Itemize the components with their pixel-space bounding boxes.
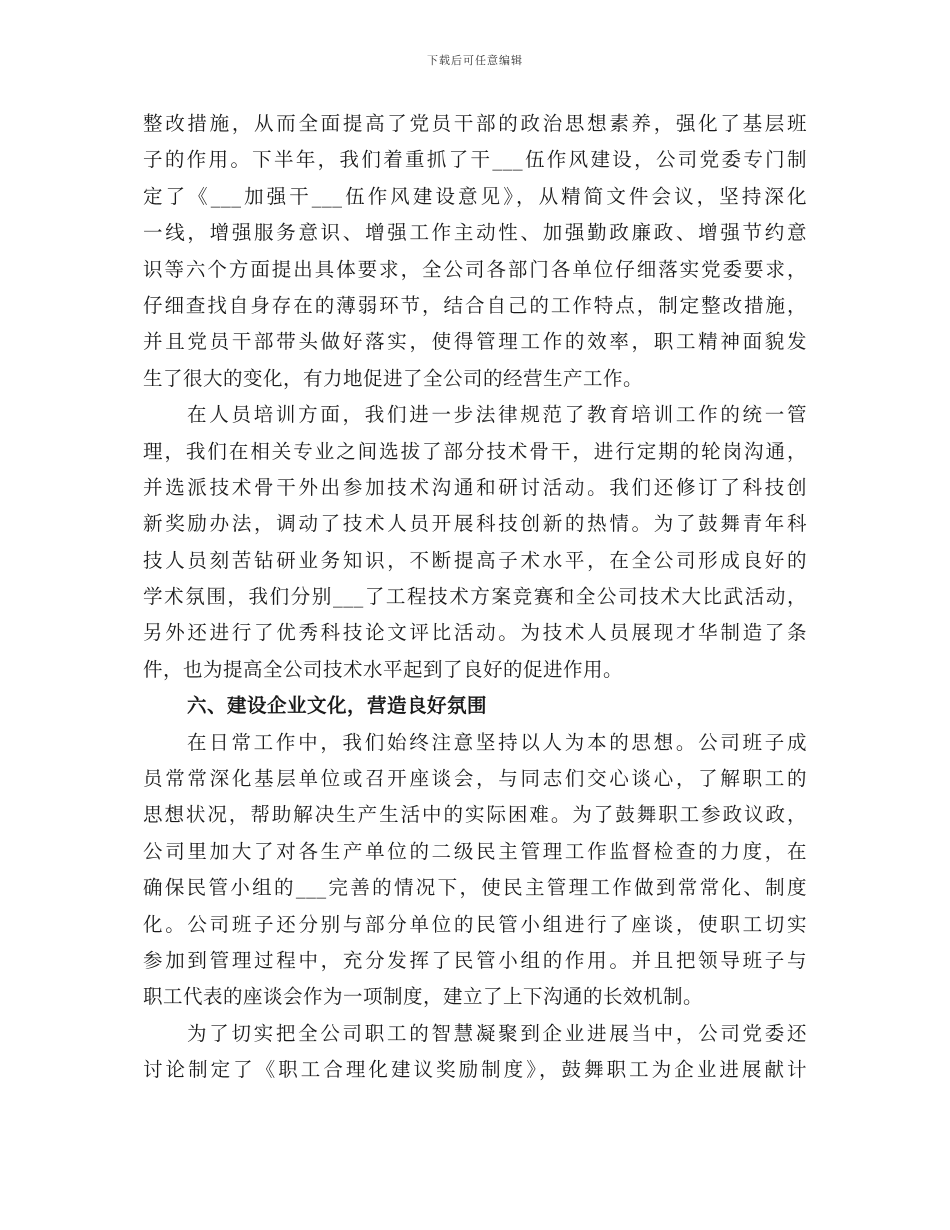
text-line: 学术氛围，我们分别___了工程技术方案竞赛和全公司技术大比武活动， <box>143 585 807 609</box>
text-line: 整改措施，从而全面提高了党员干部的政治思想素养，强化了基层班 <box>143 112 807 135</box>
text-line: 公司里加大了对各生产单位的二级民主管理工作监督检查的力度，在 <box>143 839 807 863</box>
text-line: 新奖励办法，调动了技术人员开展科技创新的热情。为了鼓舞青年科 <box>143 512 807 536</box>
text-line: 在日常工作中，我们始终注意坚持以人为本的思想。公司班子成 <box>187 730 807 754</box>
text-line: 理，我们在相关专业之间选拔了部分技术骨干，进行定期的轮岗沟通， <box>143 439 807 463</box>
text-line: 在人员培训方面，我们进一步法律规范了教育培训工作的统一管 <box>187 403 807 427</box>
text-line: 件，也为提高全公司技术水平起到了良好的促进作用。 <box>143 657 624 681</box>
text-line: 另外还进行了优秀科技论文评比活动。为技术人员展现才华制造了条 <box>143 621 807 645</box>
text-line: 思想状况，帮助解决生产生活中的实际困难。为了鼓舞职工参政议政， <box>143 803 807 827</box>
text-line: 并选派技术骨干外出参加技术沟通和研讨活动。我们还修订了科技创 <box>143 475 807 499</box>
section-heading: 六、建设企业文化，营造良好氛围 <box>187 694 488 718</box>
text-line: 讨论制定了《职工合理化建议奖励制度》，鼓舞职工为企业进展献计 <box>143 1058 807 1082</box>
text-line: 识等六个方面提出具体要求，全公司各部门各单位仔细落实党委要求， <box>143 257 807 281</box>
text-line: 员常常深化基层单位或召开座谈会，与同志们交心谈心，了解职工的 <box>143 767 807 791</box>
text-line: 技人员刻苦钻研业务知识，不断提高子术水平，在全公司形成良好的 <box>143 548 807 572</box>
text-line: 并且党员干部带头做好落实，使得管理工作的效率，职工精神面貌发 <box>143 330 807 354</box>
text-line: 确保民管小组的___完善的情况下，使民主管理工作做到常常化、制度 <box>143 876 807 900</box>
text-line: 一线，增强服务意识、增强工作主动性、加强勤政廉政、增强节约意 <box>143 221 807 245</box>
text-line: 参加到管理过程中，充分发挥了民管小组的作用。并且把领导班子与 <box>143 948 807 972</box>
text-line: 生了很大的变化，有力地促进了全公司的经营生产工作。 <box>143 366 644 390</box>
text-line: 为了切实把全公司职工的智慧凝聚到企业进展当中，公司党委还 <box>187 1021 807 1045</box>
text-line: 职工代表的座谈会作为一项制度，建立了上下沟通的长效机制。 <box>143 985 704 1009</box>
text-line: 化。公司班子还分别与部分单位的民管小组进行了座谈，使职工切实 <box>143 912 807 936</box>
page-header: 下载后可任意编辑 <box>427 54 523 67</box>
text-line: 定了《___加强干___伍作风建设意见》，从精简文件会议，坚持深化 <box>143 184 807 208</box>
text-line: 子的作用。下半年，我们着重抓了干___伍作风建设，公司党委专门制 <box>143 148 807 172</box>
document-body <box>143 106 807 1089</box>
text-line: 仔细查找自身存在的薄弱环节，结合自己的工作特点，制定整改措施， <box>143 293 807 317</box>
